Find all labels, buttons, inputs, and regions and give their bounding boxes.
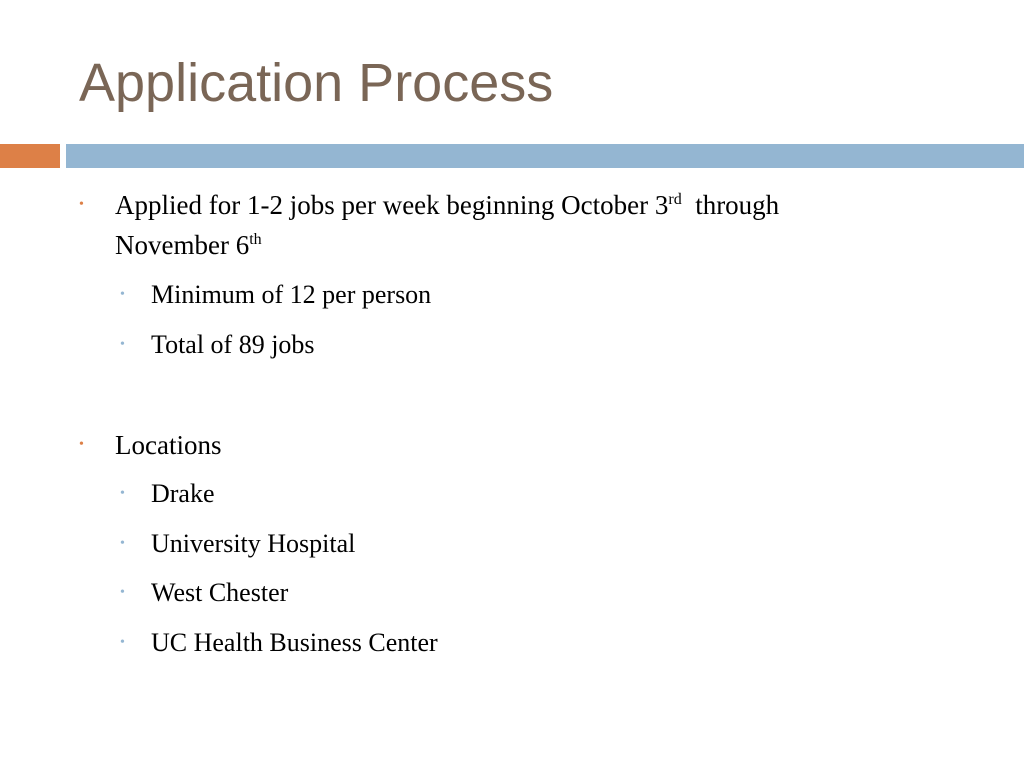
bullet-locations: Locations: [115, 430, 222, 460]
list-item: University Hospital: [151, 529, 356, 558]
bullet-dot-icon: •: [79, 437, 84, 452]
sub-bullet-dot-icon: •: [120, 536, 125, 551]
slide-title: Application Process: [79, 53, 554, 113]
list-item: West Chester: [151, 578, 289, 607]
bullet-applied-line1: [115, 185, 779, 225]
bullet-applied-text-c: November 6: [115, 230, 250, 260]
sub-bullet-dot-icon: •: [120, 486, 125, 501]
list-item: Drake: [151, 479, 215, 508]
sub-bullet-dot-icon: •: [120, 287, 125, 302]
list-item: UC Health Business Center: [151, 628, 438, 657]
bullet-dot-icon: •: [79, 197, 84, 212]
bullet-applied-text-a: Applied for 1-2 jobs per week beginning October 3: [115, 190, 669, 220]
bullet-applied-line2: [115, 225, 262, 265]
bullet-applied-text-b: through: [681, 190, 780, 220]
title-accent-bar-orange: [0, 144, 60, 168]
sub-bullet-dot-icon: •: [120, 635, 125, 650]
sub-bullet-dot-icon: •: [120, 585, 125, 600]
title-accent-bar-blue: [66, 144, 1024, 168]
sub-bullet-dot-icon: •: [120, 337, 125, 352]
list-item: Total of 89 jobs: [151, 330, 315, 359]
bullet-applied-sup-c: th: [249, 231, 262, 248]
bullet-applied-sup-a: rd: [668, 191, 682, 208]
list-item: Minimum of 12 per person: [151, 280, 432, 309]
